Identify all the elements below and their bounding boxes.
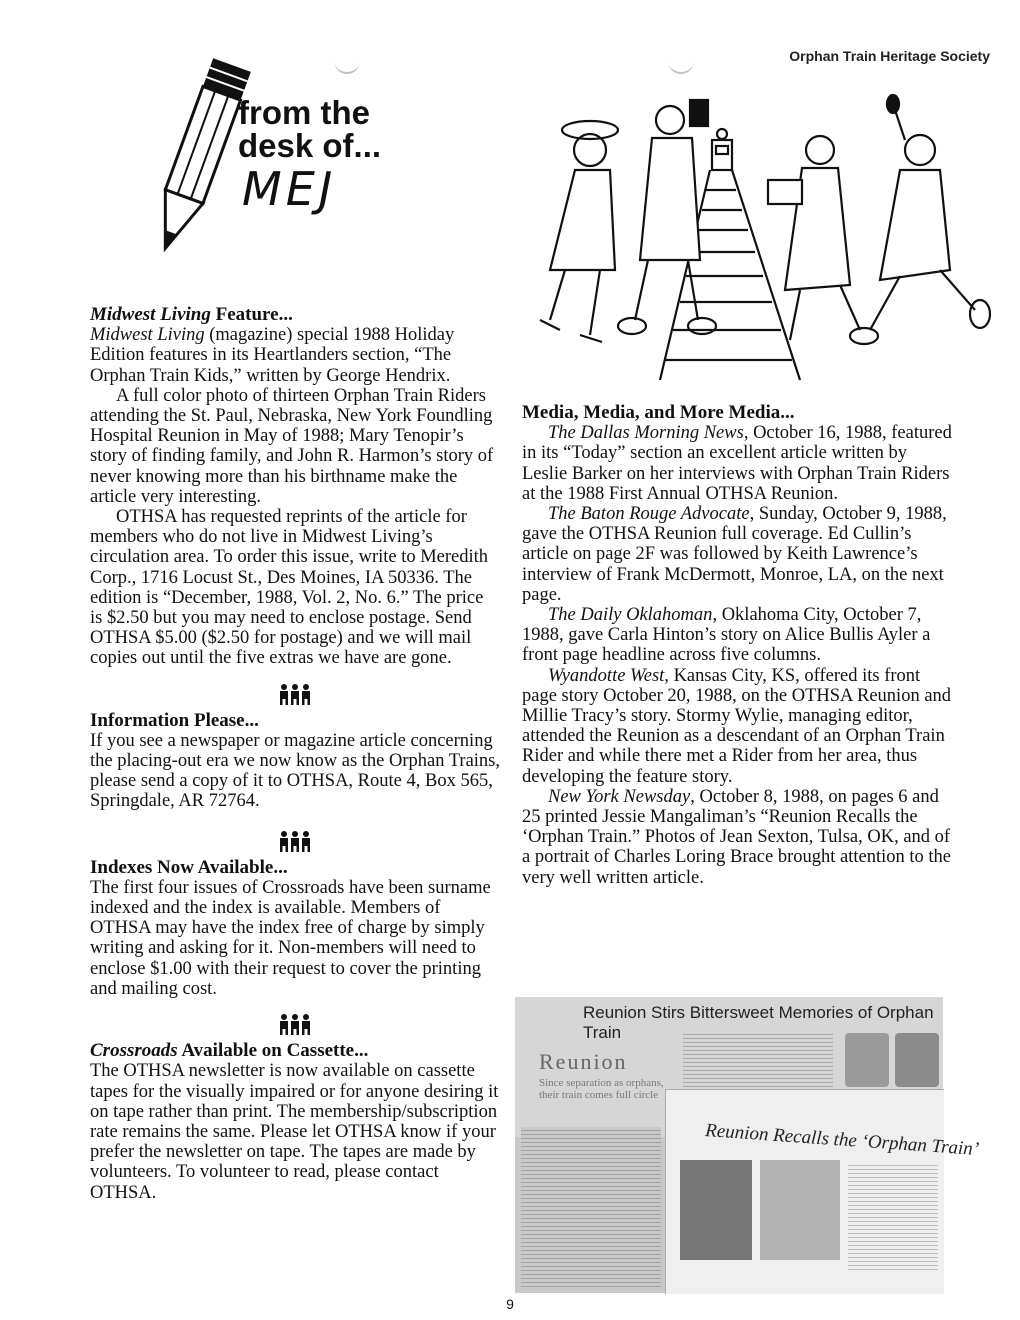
page-number: 9 [506,1296,514,1312]
article-paragraph: Wyandotte West, Kansas City, KS, offered its front page story October 20, 1988, on the OTHSA Reunion and Millie Tracy’s story. Stormy Wylie, managing editor, attended the Reunion as a descendant of an Orphan Train Rider and while there met a Rider from her area, thus developing the feature story. [522,665,952,787]
article-paragraph: The OTHSA newsletter is now available on cassette tapes for the visually impaired or for anyone desiring it on tape rather than print. The membership/subscription rate remains the same. Please let OTHSA know if your prefer the newsletter on tape. The tapes are made by volunteers. To volunteer to read, please contact OTHSA. [90,1061,499,1203]
clipping-portrait [760,1160,840,1260]
section-divider [90,683,500,707]
article-title-information-please: Information Please... [90,709,259,731]
clipping-headline-1: Reunion Stirs Bittersweet Memories of Orphan Train [583,1003,934,1042]
article-paragraph: The Dallas Morning News, October 16, 1988, featured in its “Today” section an excellent article written by Leslie Barker on her interviews with Orphan Train Riders at the 1988 First Annual OTHSA Reunion. [522,423,952,504]
punch-hole [668,54,694,74]
clipping-portrait [845,1033,889,1087]
section-divider [90,1013,500,1037]
article-paragraph: A full color photo of thirteen Orphan Train Riders attending the St. Paul, Nebraska, New York Foundling Hospital Reunion in May of 1988; Mary Tenopir’s story of finding family, and John R. Harmon’s story of never knowing more than his birthname make the article very interesting. [90,385,494,507]
article-paragraph: New York Newsday, October 8, 1988, on pages 6 and 25 printed Jessie Mangaliman’s “Reunion Recalls the ‘Orphan Train.” Photos of Jean Sexton, Tulsa, OK, and of a portrait of Charles Loring Brace brought attention to the very well written article. [522,786,951,888]
clipping-subhead: Since separation as orphans, their train comes full circle [539,1077,664,1101]
clipping-headline-2: Reunion Recalls the ‘Orphan Train’ [704,1120,980,1161]
train-tracks-reporters-illustration [520,80,990,380]
article-paragraph: If you see a newspaper or magazine article concerning the placing-out era we now know as the Orphan Trains, please send a copy of it to OTHSA, Route 4, Box 565, Springdale, AR 72764. [90,730,500,812]
article-paragraph: The Baton Rouge Advocate, Sunday, October 9, 1988, gave the OTHSA Reunion full coverage. Ed Cullin’s article on page 2F was followed by Keith Lawrence’s interview of Frank McDermott, Monroe, LA, on the next page. [522,504,947,605]
clipping-word: Reunion [539,1049,628,1074]
article-title-midwest-living: Midwest Living Feature... [90,304,293,325]
masthead [140,58,420,258]
three-children-icon [277,1013,313,1035]
article-title-media: Media, Media, and More Media... [522,402,795,423]
three-children-icon [277,830,313,852]
clipping-portrait [895,1033,939,1087]
pencil-icon [140,58,250,258]
article-title-indexes: Indexes Now Available... [90,856,288,878]
section-divider [90,830,500,854]
three-children-icon [277,683,313,705]
clipping-text-lines [848,1162,938,1272]
masthead-line1: from the [238,94,370,131]
clipping-front-page [665,1089,980,1294]
left-column [90,305,500,1203]
article-paragraph: Midwest Living (magazine) special 1988 Holiday Edition features in its Heartlanders section, “The Orphan Train Kids,” written by George Hendrix. [90,325,455,386]
masthead-signature: MEJ [242,162,337,216]
newspaper-clipping-photo [515,997,980,1293]
article-title-cassette: Crossroads Available on Cassette... [90,1040,369,1062]
right-column [522,403,952,888]
clipping-text-lines [521,1127,661,1287]
article-paragraph: The first four issues of Crossroads have been surname indexed and the index is available. Members of OTHSA may have the index free of charge by simply writing and asking for it. Non-members will need to enclose $1.00 with their request to cover the printing and mailing cost. [90,877,491,999]
clipping-portrait [680,1160,752,1260]
masthead-title [238,96,381,162]
society-name: Orphan Train Heritage Society [789,48,990,64]
masthead-line2: desk of... [238,127,382,164]
article-paragraph: OTHSA has requested reprints of the article for members who do not live in Midwest Living’s circulation area. To order this issue, write to Meredith Corp., 1716 Locust St., Des Moines, IA 50336. The edition is “December, 1988, Vol. 2, No. 6.” The price is $2.50 but you may need to enclose postage. Send OTHSA $5.00 ($2.50 for postage) and we will mail copies out until the five extras we have are gone. [90,507,489,669]
article-paragraph: The Daily Oklahoman, Oklahoma City, October 7, 1988, gave Carla Hinton’s story on Alice Bullis Ayler a front page headline across five columns. [522,605,931,666]
